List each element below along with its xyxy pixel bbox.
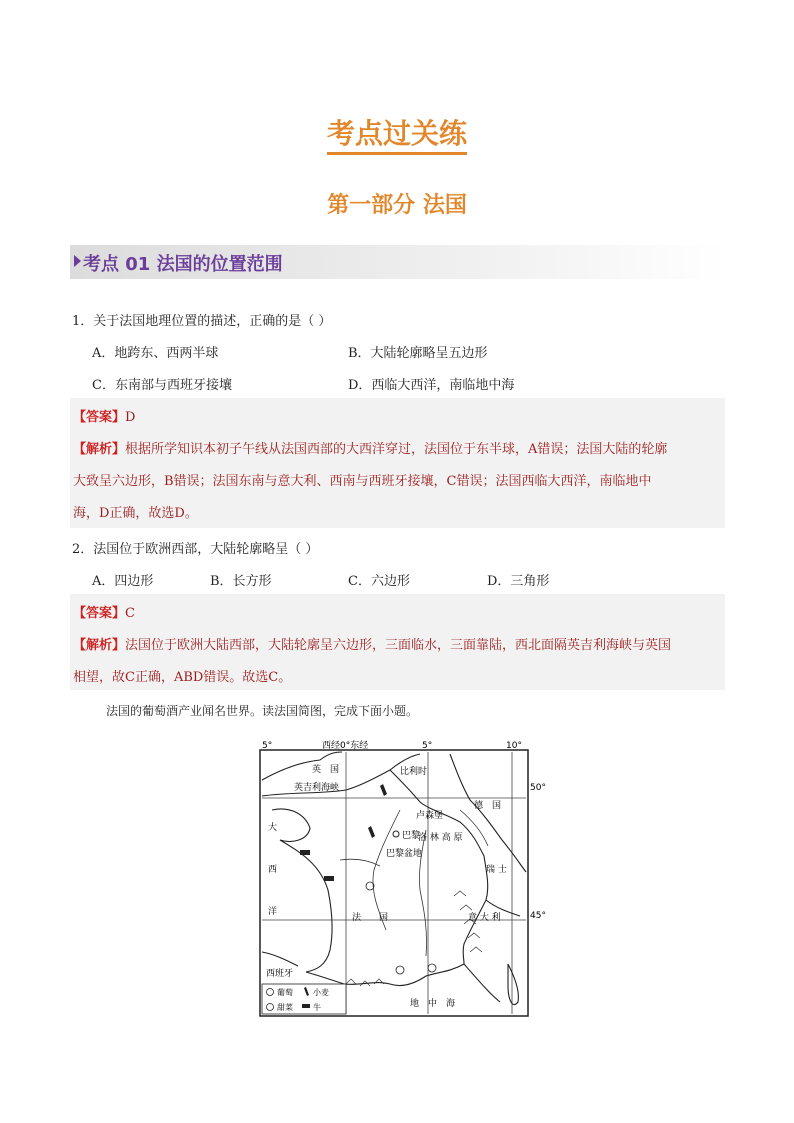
label-uk: 英 国: [312, 765, 340, 775]
label-paris-basin: 巴黎盆地: [386, 849, 423, 859]
label-luxembourg: 卢森堡: [416, 811, 444, 821]
question-2-answer-box: [70, 594, 725, 690]
label-atlantic-3: 洋: [268, 907, 278, 917]
legend-cattle: 牛: [313, 1003, 321, 1012]
lat-label-50n: 50°: [530, 783, 546, 793]
question-2-option-c: C．六边形: [348, 574, 410, 589]
section-header: [70, 245, 725, 279]
question-2-option-a: A．四边形: [92, 574, 154, 589]
page-subtitle: 第一部分 法国: [327, 193, 467, 218]
label-atlantic-1: 大: [268, 823, 278, 833]
legend-beet: 甜菜: [277, 1003, 293, 1012]
label-lorraine: 洛 林 高 原: [418, 833, 463, 843]
label-paris: 巴黎: [402, 831, 421, 841]
lon-label-10e: 10°: [506, 741, 522, 751]
question-1-answer-box: [70, 398, 725, 528]
label-france: 法 国: [352, 913, 389, 923]
section-title: 考点 01 法国的位置范围: [83, 254, 283, 275]
question-1-option-c: C．东南部与西班牙接壤: [92, 378, 232, 393]
paris-marker-icon: [393, 831, 399, 837]
label-italy: 意 大 利: [468, 913, 501, 923]
question-1-answer: 【答案】D: [73, 410, 136, 425]
question-1-option-a: A．地跨东、西两半球: [92, 346, 219, 361]
material-intro: 法国的葡萄酒产业闻名世界。读法国简图，完成下面小题。: [106, 704, 419, 718]
lat-label-45n: 45°: [530, 911, 546, 921]
page-title: 考点过关练: [0, 112, 794, 152]
triangle-bullet-icon: [74, 255, 81, 267]
question-1-analysis-line-3: 海，D正确，故选D。: [73, 506, 198, 521]
question-2-answer: 【答案】C: [73, 606, 135, 621]
question-2-analysis-line-2: 相望，故C正确，ABD错误。故选C。: [73, 670, 292, 685]
label-channel: 英吉利海峡: [294, 783, 340, 793]
label-belgium: 比利时: [400, 767, 428, 777]
france-sketch-map: [250, 740, 546, 1020]
label-spain: 西班牙: [266, 969, 294, 979]
lon-label-5e: 5°: [422, 741, 433, 751]
question-1-stem: 1．关于法国地理位置的描述，正确的是（ ）: [72, 314, 332, 329]
question-2-option-d: D．三角形: [487, 574, 550, 589]
lon-label-5w: 5°: [262, 741, 273, 751]
map-legend: [262, 984, 346, 1014]
question-2-option-b: B．长方形: [210, 574, 272, 589]
label-mediterranean: 地 中 海: [410, 999, 456, 1009]
question-1-analysis-line-1: 【解析】根据所学知识本初子午线从法国西部的大西洋穿过，法国位于东半球，A错误；法国大陆的轮廓: [73, 442, 668, 457]
question-1-option-d: D．西临大西洋，南临地中海: [348, 378, 515, 393]
question-1-analysis-line-2: 大致呈六边形，B错误；法国东南与意大利、西南与西班牙接壤，C错误；法国西临大西洋，南临地中: [73, 474, 652, 489]
question-2-analysis-line-1: 【解析】法国位于欧洲大陆西部，大陆轮廓呈六边形，三面临水，三面靠陆，西北面隔英吉利海峡与英国: [73, 638, 672, 653]
question-2-stem: 2．法国位于欧洲西部，大陆轮廓略呈（ ）: [72, 542, 319, 557]
label-germany: 德 国: [474, 801, 502, 811]
legend-cattle-icon: [302, 1004, 310, 1008]
legend-grape: 葡萄: [277, 988, 293, 997]
legend-wheat: 小麦: [313, 988, 329, 997]
label-swiss: 瑞 士: [486, 865, 507, 875]
lon-label-0: 西经0°东经: [322, 741, 369, 751]
label-atlantic-2: 西: [268, 865, 278, 875]
question-1-option-b: B．大陆轮廓略呈五边形: [348, 346, 488, 361]
